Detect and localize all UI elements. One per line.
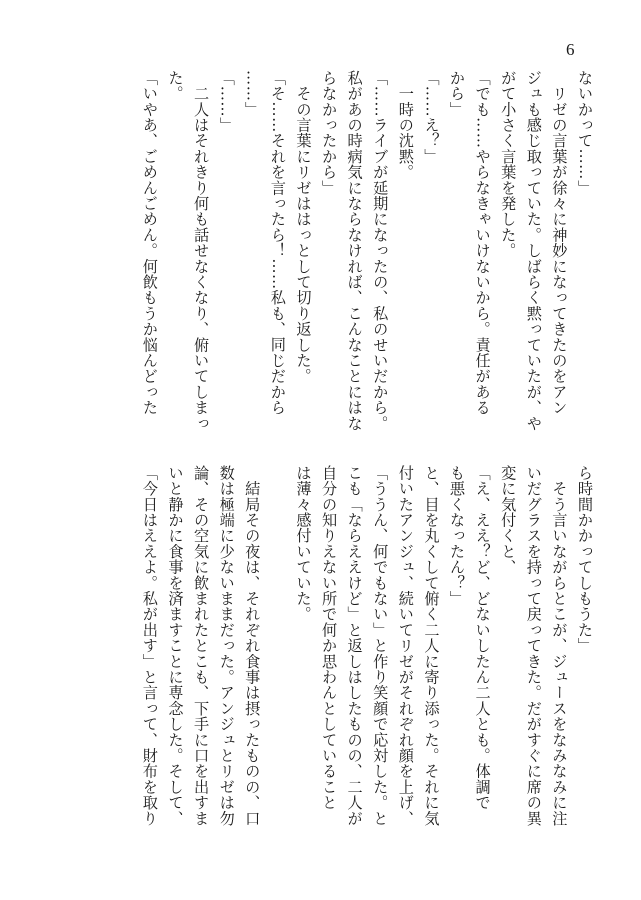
text-line: 「……え？」 (422, 70, 441, 165)
text-column-top (37, 70, 597, 450)
text-line: そう言いながらとこが、ジュースをなみなみに注 (550, 465, 569, 827)
text-line: 自分の知りえない所で何か思わんとしていること (320, 465, 339, 811)
text-line: は薄々感付いていた。 (294, 465, 313, 622)
text-line: 「ううん、何でもない」と作り笑顔で応対した。と (371, 465, 390, 827)
text-line: その言葉にリゼははっとして切り返した。 (294, 70, 313, 384)
text-line: リゼの言葉が徐々に神妙になってきたのをアン (550, 70, 569, 416)
text-line: た。 (166, 70, 185, 102)
page-number: 6 (566, 40, 575, 59)
text-line: 付いたアンジュ、続いてリゼがそれぞれ顔を上げ、 (396, 465, 415, 827)
text-line: こも「ならええけど」と返しはしたものの、二人が (345, 465, 364, 827)
blank-line (264, 465, 290, 850)
text-line: ないかって……」 (576, 70, 594, 196)
text-line: から」 (448, 70, 467, 118)
text-line: らなかったから」 (320, 70, 339, 196)
text-line: 「……」 (217, 70, 236, 133)
text-line: 「でも……やらなきゃいけないから。責任がある (473, 70, 492, 416)
text-line: 数は極端に少ないままだった。アンジュとリゼは勿 (217, 465, 236, 827)
text-line: ……」 (243, 70, 262, 118)
text-line: がて小さく言葉を発した。 (499, 70, 518, 259)
text-line: ら時間かかってしもうた」 (576, 465, 594, 654)
text-line: 私があの時病気にならなければ、こんなことにはな (345, 70, 364, 432)
text-line: と、目を丸くして俯く二人に寄り添った。それに気 (422, 465, 441, 827)
text-line: いだグラスを持って戻ってきた。だがすぐに席の異 (524, 465, 543, 827)
text-line: 結局その夜は、それぞれ食事は摂ったものの、口 (243, 465, 262, 827)
text-line: も悪くなったん？」 (448, 465, 467, 607)
text-line: 「今日はええよ。私が出す」と言って、財布を取り (140, 465, 159, 827)
text-column-bottom (37, 465, 597, 850)
text-line: 「……ライブが延期になったの、私のせいだから。 (371, 70, 390, 432)
text-line: 「え、ええ？ど、どないしたん二人とも。体調で (473, 465, 492, 811)
text-line: ジュも感じ取っていた。しばらく黙っていたが、や (524, 70, 543, 432)
text-line: 二人はそれきり何も話せなくなり、俯いてしまっ (192, 70, 211, 432)
text-line: 一時の沈黙。 (396, 70, 415, 180)
text-line: 変に気付くと、 (499, 465, 518, 575)
text-line: 論、その空気に飲まれたとこも、下手に口を出すま (192, 465, 211, 827)
text-line: 「いやあ、ごめんごめん。何飲もうか悩んどった (140, 70, 159, 416)
text-line: いと静かに食事を済ますことに専念した。そして、 (166, 465, 185, 827)
text-line: 「そ……それを言ったら！……私も、同じだから (268, 70, 287, 416)
